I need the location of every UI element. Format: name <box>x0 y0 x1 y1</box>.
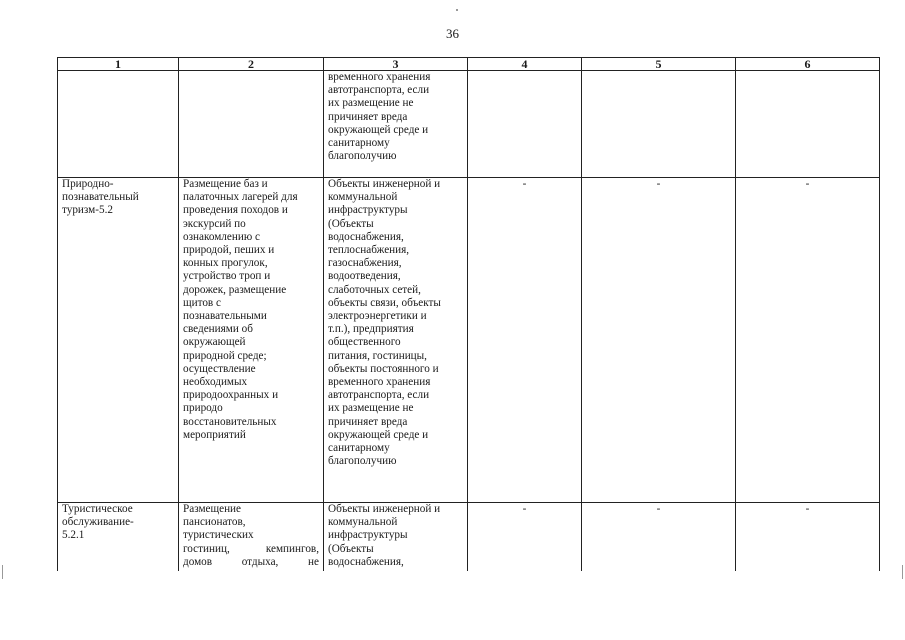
cell-line: природой, пеших и <box>183 244 275 257</box>
table-row-nature-tourism <box>58 178 880 503</box>
cell-line: водоснабжения, <box>328 230 404 243</box>
cell-use-type <box>58 178 179 503</box>
cell-line: временного хранения <box>328 71 431 83</box>
cell-line: Размещение баз и <box>183 178 268 190</box>
cell-col6: - <box>736 178 880 503</box>
column-header-6: 6 <box>736 58 880 71</box>
cell-line: т.п.), предприятия <box>328 323 414 336</box>
cell-description <box>179 178 324 503</box>
cell-line: электроэнергетики и <box>328 310 427 323</box>
cell-line: познавательный <box>62 191 139 204</box>
cell-line: туристических <box>183 529 254 542</box>
cell-line: окружающей среде и <box>328 428 429 441</box>
cell-line: санитарному <box>328 137 390 150</box>
cell-line: сведениями об <box>183 323 253 336</box>
cell-line: объекты связи, объекты <box>328 296 441 309</box>
column-header-5: 5 <box>582 58 736 71</box>
cell-line: водоотведения, <box>328 270 401 283</box>
column-header-3: 3 <box>324 58 468 71</box>
cell-description <box>179 71 324 178</box>
cell-line: объекты постоянного и <box>328 362 439 375</box>
cell-line: Туристическое <box>62 503 133 515</box>
cell-line: природной среде; <box>183 349 267 362</box>
cell-line: водоснабжения, <box>328 555 404 568</box>
cell-line: необходимых <box>183 376 248 389</box>
cell-line: теплоснабжения, <box>328 244 410 257</box>
cell-line: гостиниц, кемпингов, <box>183 542 319 555</box>
cell-line: ознакомлению с <box>183 230 260 243</box>
cell-line: мероприятий <box>183 428 246 441</box>
table-row-continuation <box>58 71 880 178</box>
cell-line: восстановительных <box>183 415 277 428</box>
cell-line: временного хранения <box>328 376 431 389</box>
cell-line: природо <box>183 402 223 415</box>
cell-line: питания, гостиницы, <box>328 349 427 362</box>
cell-line: палаточных лагерей для <box>183 191 298 204</box>
cell-auxiliary-objects <box>324 71 468 178</box>
land-use-table <box>57 57 880 571</box>
cell-line: инфраструктуры <box>328 529 408 542</box>
cell-col5 <box>582 71 736 178</box>
page-number: 36 <box>446 26 459 41</box>
cell-col6: - <box>736 503 880 572</box>
cell-col5: - <box>582 503 736 572</box>
cell-line: Размещение <box>183 503 242 515</box>
column-header-4: 4 <box>468 58 582 71</box>
cell-line: их размещение не <box>328 402 414 415</box>
cell-line: устройство троп и <box>183 270 271 283</box>
cell-line: 5.2.1 <box>62 529 85 542</box>
cell-col4 <box>468 71 582 178</box>
cell-line: Объекты инженерной и <box>328 503 441 515</box>
cell-line: природоохранных и <box>183 389 279 402</box>
table-header-row <box>58 58 880 71</box>
cell-col5: - <box>582 178 736 503</box>
cell-line: газоснабжения, <box>328 257 402 270</box>
cell-line: пансионатов, <box>183 516 246 529</box>
table-row-tourist-service <box>58 503 880 572</box>
cell-line: их размещение не <box>328 97 414 110</box>
cell-line: Природно- <box>62 178 114 190</box>
cell-line: щитов с <box>183 296 221 309</box>
cell-line: коммунальной <box>328 516 398 529</box>
cell-description <box>179 503 324 572</box>
column-header-2: 2 <box>179 58 324 71</box>
cell-line: причиняет вреда <box>328 110 408 123</box>
cell-col6 <box>736 71 880 178</box>
cell-line: автотранспорта, если <box>328 84 430 97</box>
cell-col4: - <box>468 178 582 503</box>
cell-line: инфраструктуры <box>328 204 408 217</box>
cell-line: дорожек, размещение <box>183 283 287 296</box>
cell-line: (Объекты <box>328 217 374 230</box>
cell-line: причиняет вреда <box>328 415 408 428</box>
cell-line: обслуживание- <box>62 516 134 529</box>
cell-line: туризм-5.2 <box>62 204 113 217</box>
cell-line: коммунальной <box>328 191 398 204</box>
cell-line: общественного <box>328 336 401 349</box>
cell-line: слаботочных сетей, <box>328 283 421 296</box>
cell-use-type <box>58 71 179 178</box>
cell-line: проведения походов и <box>183 204 288 217</box>
cell-line: окружающей среде и <box>328 123 429 136</box>
cell-use-type <box>58 503 179 572</box>
cell-line: автотранспорта, если <box>328 389 430 402</box>
cell-line: Объекты инженерной и <box>328 178 441 190</box>
cell-col4: - <box>468 503 582 572</box>
cell-line: санитарному <box>328 442 390 455</box>
cell-line: экскурсий по <box>183 217 246 230</box>
cell-line: благополучию <box>328 455 397 468</box>
column-header-1: 1 <box>58 58 179 71</box>
cell-auxiliary-objects <box>324 503 468 572</box>
cell-line: познавательными <box>183 310 267 323</box>
cell-line: осуществление <box>183 362 256 375</box>
cell-line: (Объекты <box>328 542 374 555</box>
cell-line: конных прогулок, <box>183 257 268 270</box>
cell-line: окружающей <box>183 336 246 349</box>
cell-line: домов отдыха, не <box>183 555 319 568</box>
cell-line: благополучию <box>328 150 397 163</box>
cell-auxiliary-objects <box>324 178 468 503</box>
